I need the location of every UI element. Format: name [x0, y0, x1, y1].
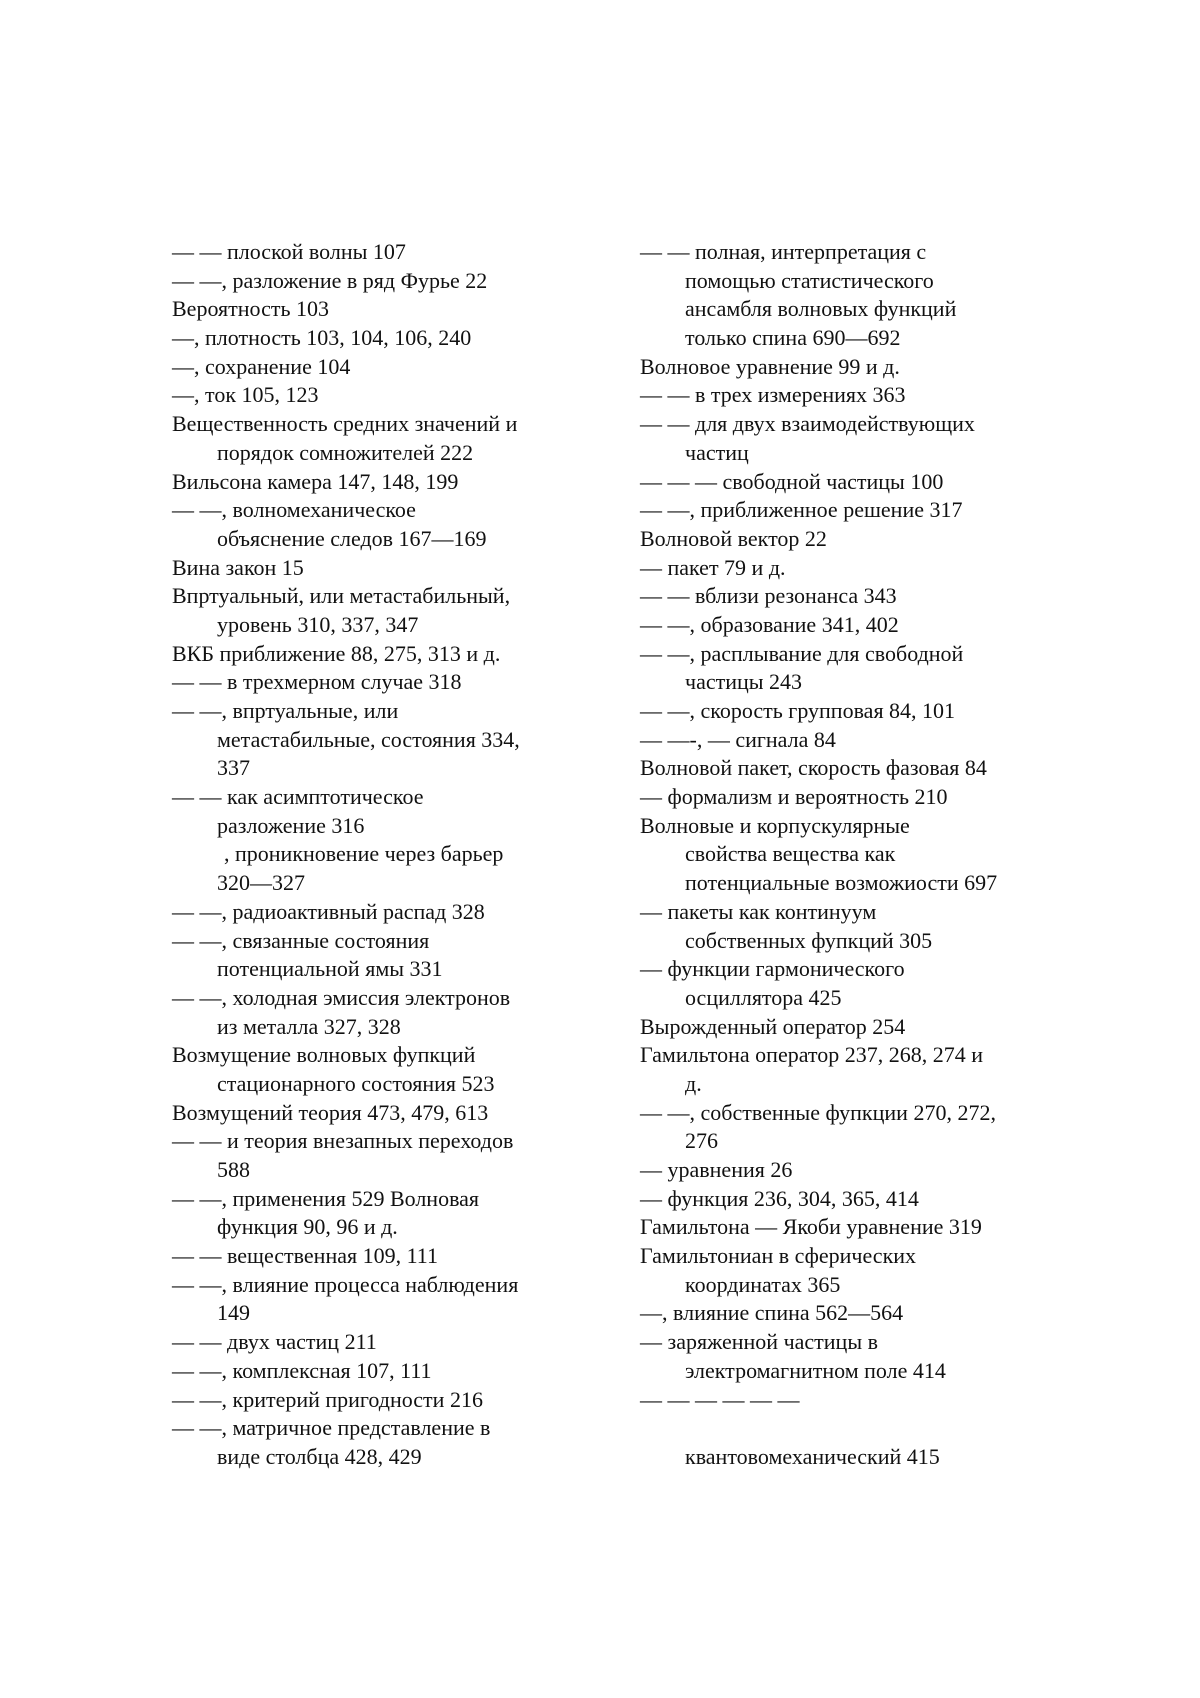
index-entry-line: Гамильтона — Якоби уравнение 319 [640, 1214, 982, 1240]
index-entry-line: — —, приближенное решение 317 [640, 497, 963, 523]
index-entry-line: Возмущение волновых фупкций [172, 1042, 476, 1068]
index-entry-line: Вещественность средних значений и [172, 411, 518, 437]
index-entry-line: д. [685, 1070, 702, 1096]
index-entry-line: объяснение следов 167—169 [217, 525, 487, 551]
index-entry-line: — уравнения 26 [640, 1157, 793, 1182]
index-entry-line: — —, волномеханическое [172, 497, 416, 523]
index-entry-line: Вина закон 15 [172, 554, 304, 580]
index-entry-line: Волновой пакет, скорость фазовая 84 [640, 755, 987, 781]
index-entry-line: Волновое уравнение 99 и д. [640, 353, 900, 379]
index-entry-line: — — полная, интерпретация с [640, 239, 927, 264]
index-entry-line: из металла 327, 328 [217, 1013, 401, 1039]
index-entry-line: потенциальной ямы 331 [217, 956, 443, 982]
index-entry-line: Гамильтона оператор 237, 268, 274 и [640, 1042, 983, 1068]
index-entry-line: — —, собственные фупкции 270, 272, [640, 1099, 996, 1125]
index-entry-line: свойства вещества как [685, 841, 896, 867]
index-entry-line: —, влияние спина 562—564 [640, 1300, 904, 1326]
index-entry-line: —, плотность 103, 104, 106, 240 [172, 325, 472, 351]
index-entry-line: — —, матричное представление в [172, 1415, 491, 1441]
index-entry-line: — —, комплексная 107, 111 [172, 1357, 432, 1383]
index-entry-line: — — — свободной частицы 100 [640, 468, 944, 494]
index-entry-line: потенциальные возможиости 697 [685, 870, 998, 896]
index-entry-line: Возмущений теория 473, 479, 613 [172, 1099, 489, 1125]
index-entry-line: — — двух частиц 211 [172, 1329, 377, 1355]
index-entry-line: 320—327 [217, 870, 305, 896]
index-entry-line: — функция 236, 304, 365, 414 [640, 1185, 919, 1211]
index-entry-line: — —, впртуальные, или [172, 698, 399, 723]
index-entry-line: Впртуальный, или метастабильный, [172, 583, 511, 609]
index-entry-line: частицы 243 [685, 669, 803, 695]
index-entry-line: квантовомеханический 415 [685, 1443, 940, 1469]
index-entry-line: Волновые и корпускулярные [640, 812, 910, 838]
index-entry-line: Вильсона камера 147, 148, 199 [172, 468, 459, 494]
index-entry-line: — —, расплывание для свободной [640, 640, 964, 666]
index-entry-line: разложение 316 [217, 812, 365, 838]
index-entry-line: — — плоской волны 107 [172, 239, 406, 264]
index-entry-line: — — как асимптотическое [172, 784, 424, 810]
index-entry-line: электромагнитном поле 414 [685, 1357, 946, 1383]
index-entry-line: — —, применения 529 Волновая [172, 1185, 480, 1211]
index-entry-line: — — — — — — [640, 1386, 800, 1412]
index-entry-line: — —, образование 341, 402 [640, 611, 899, 637]
index-entry-line: помощью статистического [685, 267, 934, 293]
index-left-column [172, 238, 592, 1472]
index-entry-line: Гамильтониан в сферических [640, 1243, 917, 1269]
index-entry-line: — — вблизи резонанса 343 [640, 583, 897, 609]
index-entry-line: —, ток 105, 123 [172, 382, 319, 408]
index-entry-line: — —-, — сигнала 84 [640, 726, 836, 752]
index-entry-line: 337 [217, 755, 250, 781]
index-entry-line: виде столбца 428, 429 [217, 1443, 422, 1469]
index-entry-line: — пакет 79 и д. [640, 554, 786, 580]
index-entry-line: 588 [217, 1157, 250, 1182]
index-entry-line: уровень 310, 337, 347 [217, 611, 419, 637]
index-entry-line [640, 1414, 1060, 1443]
index-entry-line: — формализм и вероятность 210 [640, 784, 948, 810]
index-entry-line: , проникновение через барьер [224, 841, 504, 867]
index-entry-line: — — в трехмерном случае 318 [172, 669, 462, 695]
index-entry-line: стационарного состояния 523 [217, 1070, 495, 1096]
index-entry-line: осциллятора 425 [685, 984, 842, 1010]
index-entry-line: — — и теория внезапных переходов [172, 1128, 514, 1154]
index-entry-line: Вероятность 103 [172, 296, 329, 322]
index-right-column [640, 238, 1060, 1472]
index-entry-line: — — в трех измерениях 363 [640, 382, 906, 408]
index-entry-line: ВКБ приближение 88, 275, 313 и д. [172, 640, 501, 666]
index-entry-line: — — для двух взаимодействующих [640, 411, 975, 437]
index-entry-line: — —, влияние процесса наблюдения [172, 1271, 519, 1297]
index-entry-line: — функции гармонического [640, 956, 905, 982]
index-entry-line: координатах 365 [685, 1271, 841, 1297]
index-entry-line: — —, скорость групповая 84, 101 [640, 698, 956, 723]
index-entry-line: Волновой вектор 22 [640, 525, 827, 551]
index-entry-line: — — вещественная 109, 111 [172, 1243, 438, 1269]
index-entry-line: метастабильные, состояния 334, [217, 726, 520, 752]
index-entry-line: частиц [685, 439, 749, 465]
index-entry-line: — заряженной частицы в [640, 1329, 878, 1355]
index-entry-line: только спина 690—692 [685, 325, 901, 351]
index-entry-line: —, сохранение 104 [172, 353, 351, 379]
index-entry-line: — —, критерий пригодности 216 [172, 1386, 483, 1412]
index-entry-line: — —, разложение в ряд Фурье 22 [172, 267, 488, 293]
index-entry-line: — —, связанные состояния [172, 927, 430, 953]
index-entry-line: порядок сомножителей 222 [217, 439, 474, 465]
index-entry-line: функция 90, 96 и д. [217, 1214, 398, 1240]
index-entry-line: — пакеты как континуум [640, 898, 877, 924]
index-entry-line: Вырожденный оператор 254 [640, 1013, 906, 1039]
index-entry-line: 276 [685, 1128, 718, 1154]
index-entry-line: собственных фупкций 305 [685, 927, 933, 953]
index-entry-line: — —, холодная эмиссия электронов [172, 984, 511, 1010]
index-entry-line: ансамбля волновых функций [685, 296, 957, 322]
index-entry-line: — —, радиоактивный распад 328 [172, 898, 485, 924]
index-entry-line: 149 [217, 1300, 250, 1326]
